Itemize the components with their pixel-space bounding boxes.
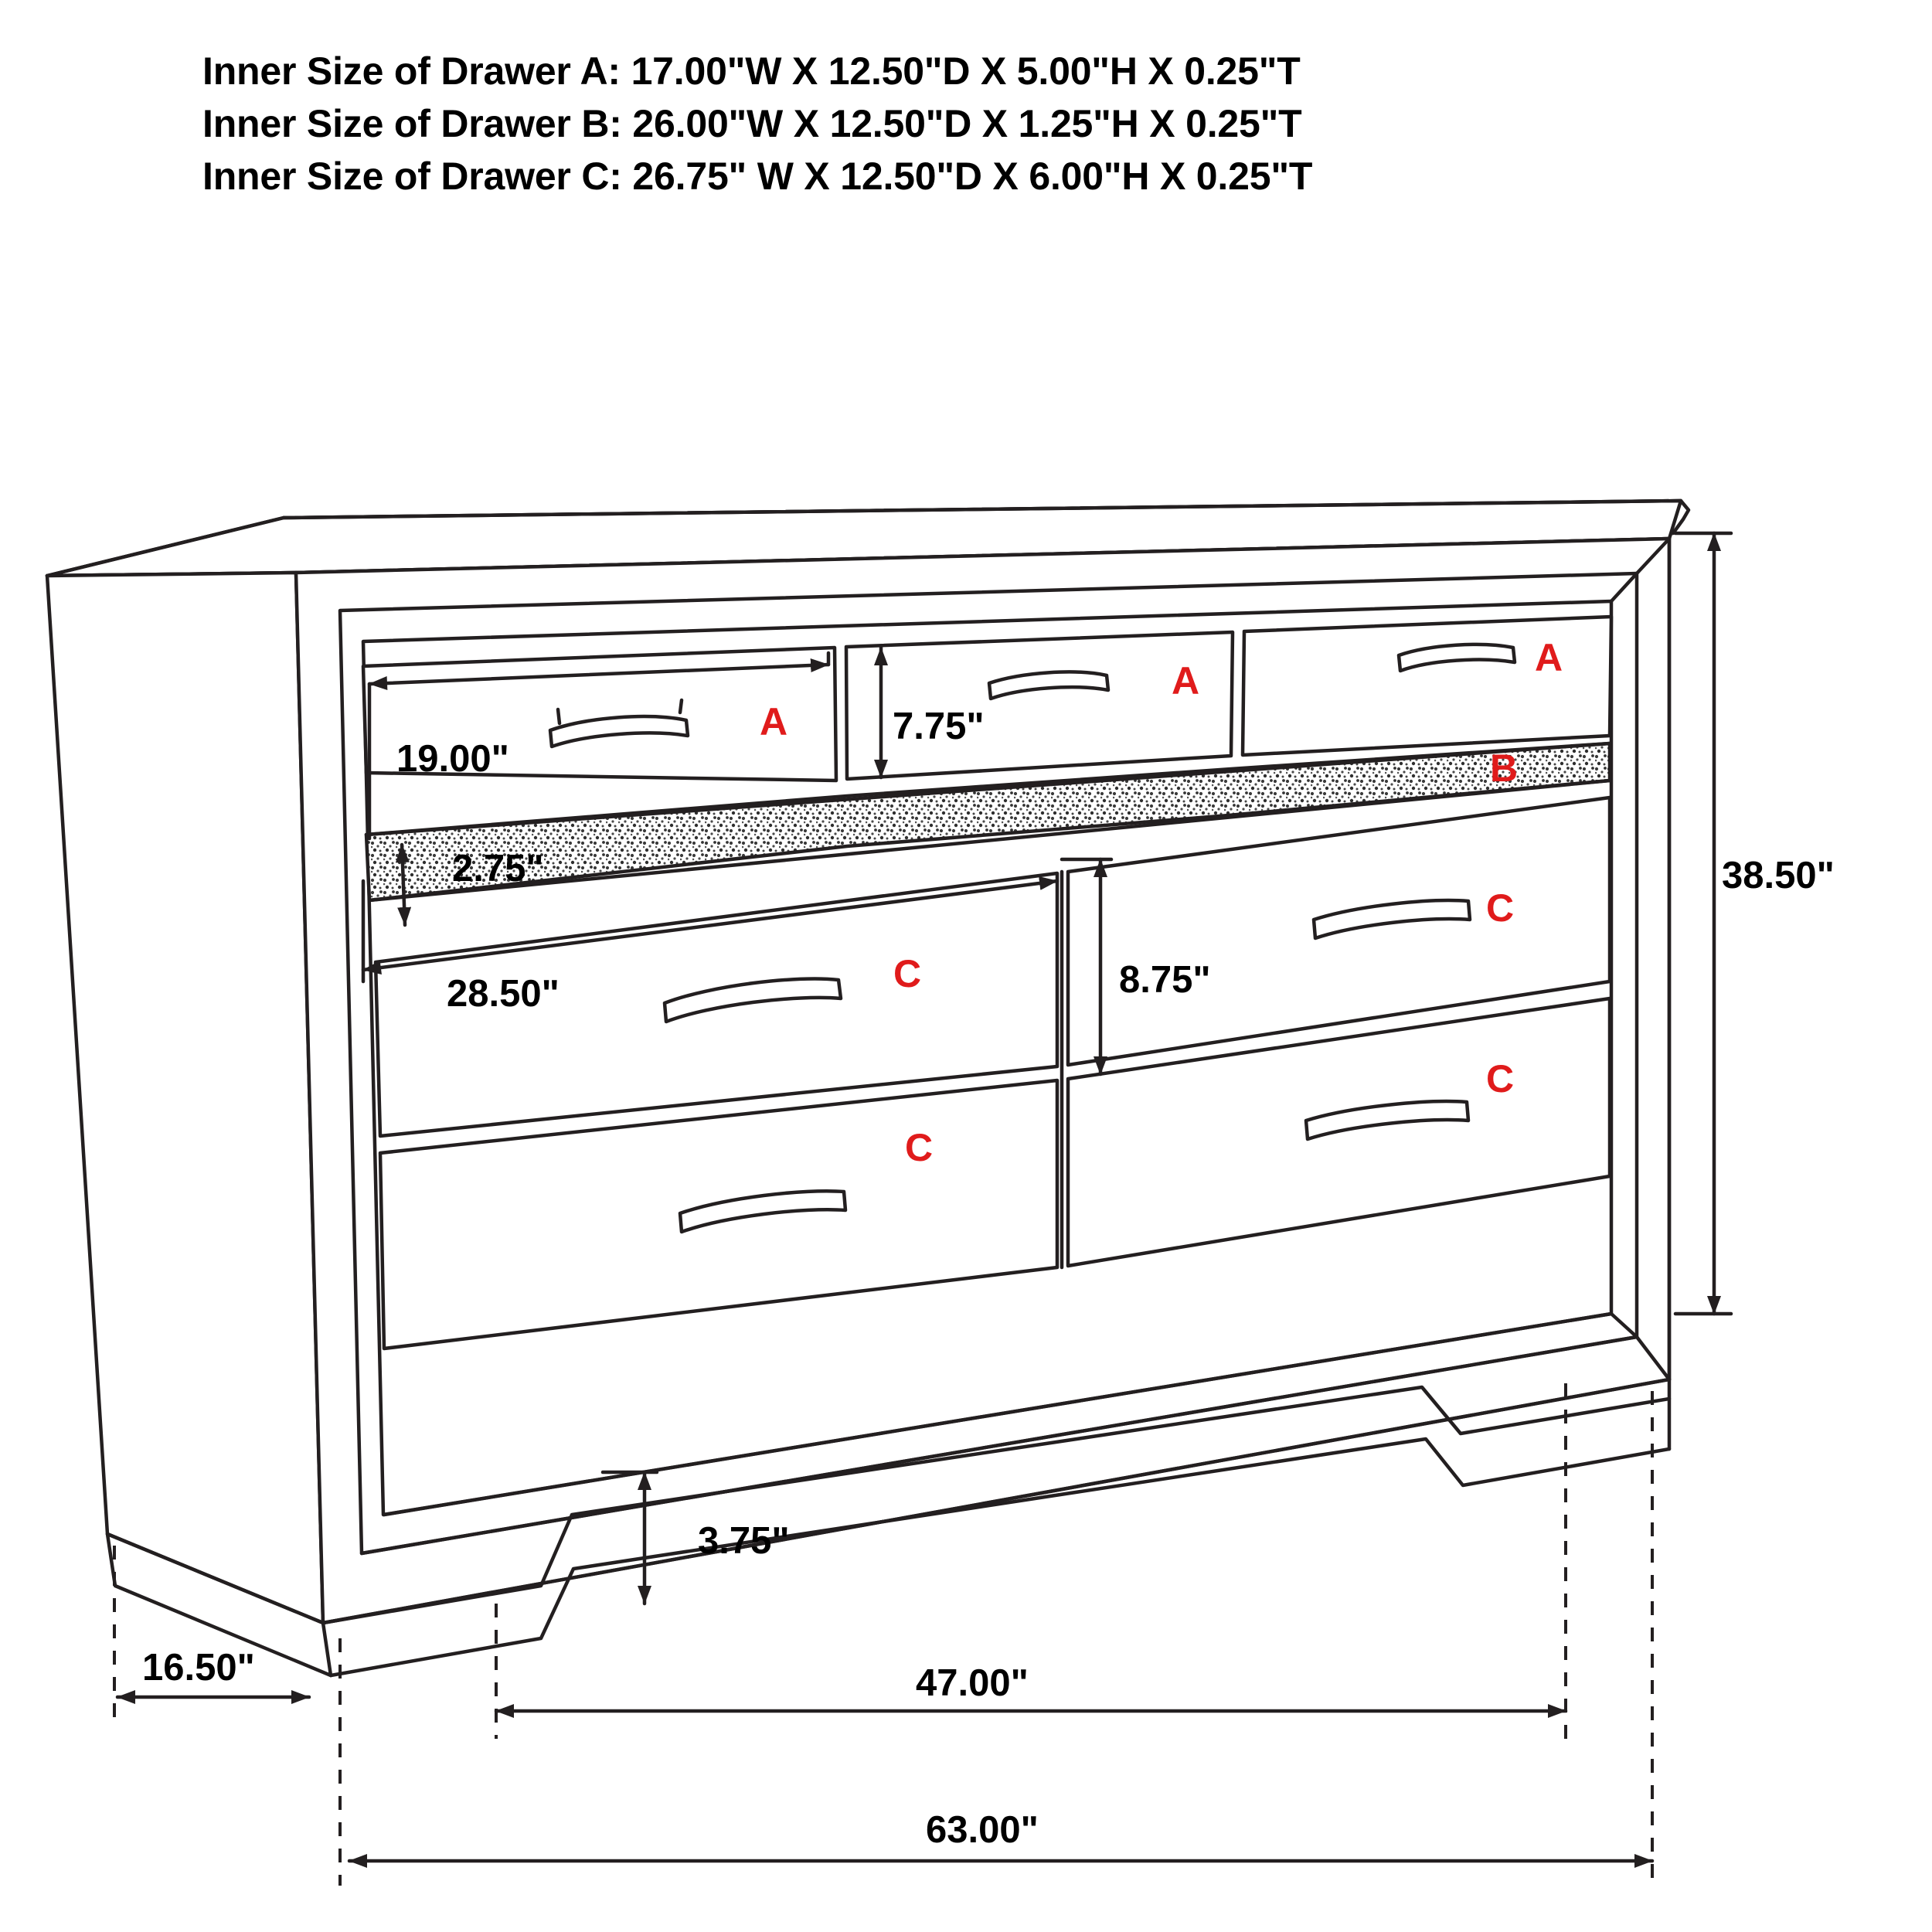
dim-height-lower-drawer: 8.75"	[1119, 959, 1211, 1001]
dim-height-accent: 2.75"	[452, 848, 544, 889]
dim-height-top-drawer: 7.75"	[893, 706, 985, 747]
dim-base-clearance: 3.75"	[698, 1520, 790, 1562]
callout-letter-c-upper-left: C	[893, 952, 922, 995]
dim-foot-span: 47.00"	[916, 1662, 1029, 1704]
spec-line-drawer-c: Inner Size of Drawer C: 26.75" W X 12.50"D X 6.00"H X 0.25"T	[202, 155, 1313, 198]
callout-letter-c-upper-right: C	[1486, 886, 1515, 930]
dim-width-top-drawer: 19.00"	[396, 738, 509, 780]
dim-overall-width: 63.00"	[926, 1809, 1039, 1851]
dim-overall-height: 38.50"	[1722, 855, 1835, 896]
dim-depth: 16.50"	[142, 1647, 255, 1689]
spec-line-drawer-b: Inner Size of Drawer B: 26.00"W X 12.50"D X 1.25"H X 0.25"T	[202, 102, 1302, 145]
callout-letter-c-lower-right: C	[1486, 1057, 1515, 1100]
callout-letter-b: B	[1490, 747, 1519, 790]
callout-letter-a-right: A	[1535, 636, 1563, 679]
callout-letter-c-lower-left: C	[905, 1126, 934, 1169]
dim-width-lower-drawer: 28.50"	[447, 973, 560, 1015]
spec-line-drawer-a: Inner Size of Drawer A: 17.00"W X 12.50"D X 5.00"H X 0.25"T	[202, 49, 1301, 93]
callout-letter-a-left: A	[760, 700, 788, 743]
callout-letter-a-middle: A	[1172, 659, 1200, 702]
